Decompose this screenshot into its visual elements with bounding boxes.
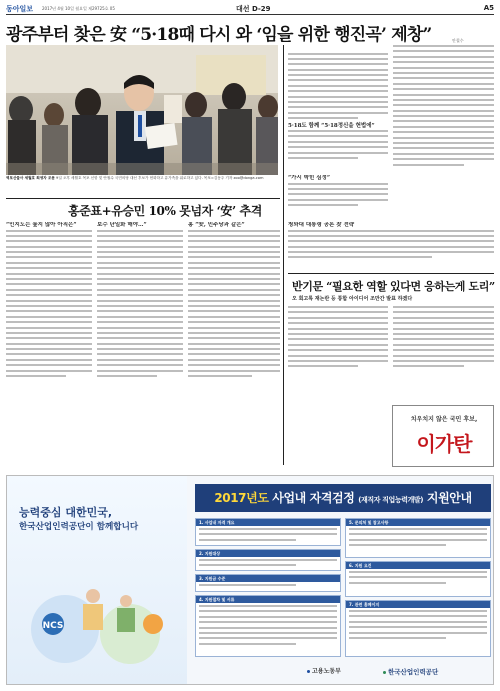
- main-headline: 광주부터 찾은 安 “5·18때 다시 와 ‘임을 위한 행진곡’ 제창”: [6, 25, 432, 45]
- issue-date: 2017년 4월 10일 월요일 제29725호 05: [42, 6, 115, 11]
- info-box: [195, 549, 341, 571]
- article-column: [188, 222, 280, 462]
- info-box-title: 6. 지원 요건: [346, 562, 490, 569]
- banner-title: 사업내 자격검정: [272, 491, 355, 505]
- info-box: [195, 595, 341, 657]
- agency-name: 한국산업인력공단: [388, 668, 439, 676]
- section-rule: [6, 198, 280, 199]
- info-box-title: 7. 관련 홈페이지: [346, 601, 490, 608]
- ad-brand: 이가탄: [416, 432, 472, 456]
- advertisement-qualification[interactable]: [6, 475, 494, 685]
- info-box: [345, 518, 491, 558]
- subhead-518: 5·18도 함께 “5·18정신을 헌법에”: [288, 122, 375, 129]
- info-box: [345, 600, 491, 657]
- banner-year: 2017년도: [214, 491, 269, 505]
- article-column: [6, 222, 92, 462]
- info-box-title: 3. 지원금 수준: [196, 575, 340, 582]
- ministry-emblem-icon: [307, 670, 310, 673]
- subhead-thorns: “가시 박힌 심정”: [288, 175, 331, 181]
- article-column: [288, 306, 388, 404]
- article-column: [393, 45, 494, 225]
- ban-headline: 반기문 “필요한 역할 있다면 응하는게 도리”: [292, 280, 495, 293]
- info-box: [195, 574, 341, 592]
- second-headline: 홍준표+유승민 10% 못넘자 ‘安’ 추격: [68, 204, 262, 218]
- column-divider: [283, 45, 284, 465]
- section-rule: [288, 273, 494, 274]
- ad-left-panel: [7, 476, 187, 685]
- info-box-title: 5. 문의처 및 참고사항: [346, 519, 490, 526]
- agency-emblem-icon: [383, 671, 386, 674]
- news-photo: [6, 45, 278, 175]
- subhead-left: “인지도는 높지 않아 아직은”: [6, 222, 77, 228]
- article-column: [393, 306, 494, 404]
- svg-text:NCS: NCS: [42, 621, 64, 631]
- ministry-logo: [307, 664, 377, 680]
- newspaper-logo: 동아일보: [6, 4, 34, 13]
- caption-title: 역포산들사 세월호 희생자 조문: [6, 176, 55, 180]
- column-subhead: [288, 45, 384, 53]
- advertisement-igatan[interactable]: [392, 405, 494, 467]
- masthead: [6, 3, 494, 15]
- info-box: [345, 561, 491, 597]
- ad-left-line1: 능력중심 대한민국,: [19, 506, 113, 519]
- article-column: [288, 175, 388, 220]
- ban-subhead: 오 회고록 재논란 등 통합 아이디어 조만간 발표 하겠다: [292, 296, 413, 302]
- subhead-strategy: 청와대 대통령 공론 찾 전략: [288, 222, 355, 228]
- article-column: [288, 222, 494, 272]
- ministry-name: 고용노동부: [312, 668, 341, 675]
- info-box-title: 1. 사업내 자격 개요: [196, 519, 340, 526]
- agency-logo: [383, 664, 487, 680]
- info-box-title: 2. 지원대상: [196, 550, 340, 557]
- banner-sub: (재직자 직업능력개발): [358, 496, 424, 504]
- banner-end: 지원안내: [426, 491, 472, 505]
- ad-illustration: [25, 574, 175, 674]
- subhead-mid: 보수 단일화 해야…”: [97, 222, 147, 228]
- article-column: [97, 222, 183, 462]
- section-title: 대선 D-29: [236, 5, 271, 13]
- info-box-title: 4. 지원절차 및 서류: [196, 596, 340, 603]
- photo-caption: [6, 176, 278, 181]
- ad-slogan: 치우치지 않은 국민 후보,: [410, 416, 478, 423]
- headline-byline: 안철수: [452, 38, 464, 43]
- ad-banner: [195, 484, 491, 512]
- page-number: A5: [483, 4, 494, 12]
- info-box: [195, 518, 341, 546]
- caption-text: 9일 오후 세월호 목포 신항 및 안철수 국민의당 대선 후보가 헌화하고 유가족을 위로하고 있다. 목포=김동주 기자 zoo@donga.com: [56, 176, 264, 180]
- subhead-note: 홍 “安, 민주당과 같은”: [188, 222, 245, 228]
- ad-left-line2: 한국산업인력공단이 함께합니다: [19, 522, 139, 532]
